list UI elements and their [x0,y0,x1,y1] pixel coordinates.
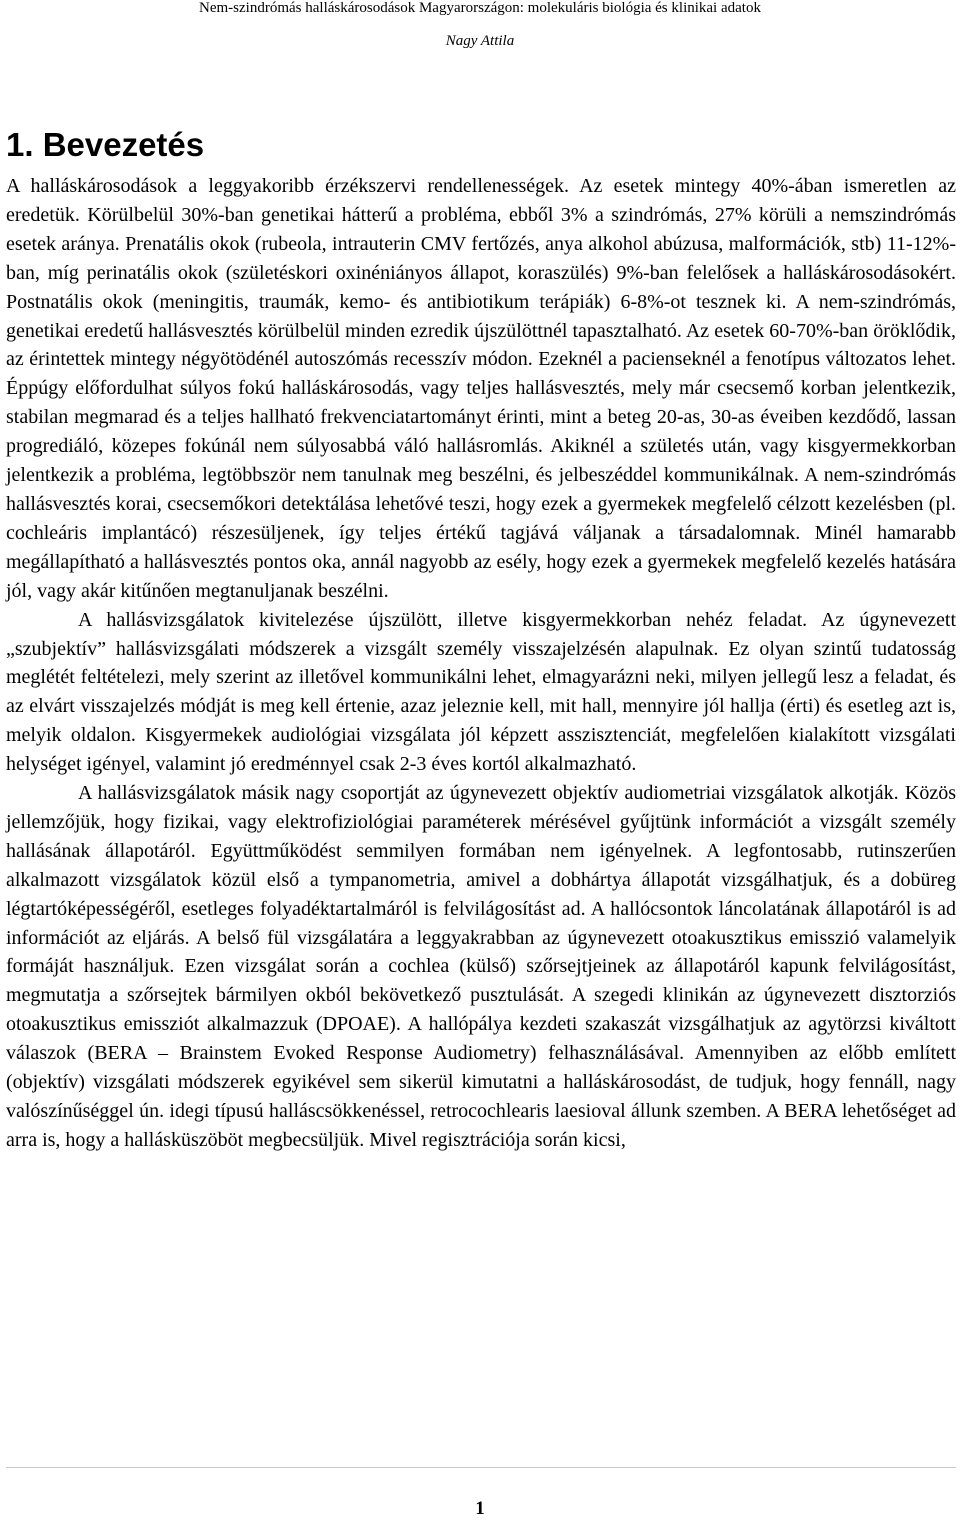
page-number: 1 [475,1498,485,1519]
running-header-author: Nagy Attila [445,33,515,49]
footer-divider [6,1467,956,1468]
paragraph-3: A hallásvizsgálatok másik nagy csoportját az úgynevezett objektív audiometriai vizsgálatok alkotják. Közös jellemzőjük, hogy fizikai, vagy elektrofiziológiai paraméterek mérésével gyűjtünk információt a vizsgált személy hallásának állapotáról. Együttműködést semmilyen formában nem igényelnek. A legfontosabb, rutinszerűen alkalmazott vizsgálatok közül első a tympanometria, amivel a dobhártya állapotát vizsgálhatjuk, és a dobüreg légtartóképességéről, esetleges folyadéktartalmáról is felvilágosítást ad. A hallócsontok láncolatának állapotáról is ad információt az eljárás. A belső fül vizsgálatára a leggyakrabban az úgynevezett otoakusztikus emisszió valamelyik formáját használjuk. Ezen vizsgálat során a cochlea (külső) szőrsejtjeinek az állapotáról kapunk felvilágosítást, megmutatja a szőrsejtek bármilyen okból bekövetkező pusztulását. A szegedi klinikán az úgynevezett disztorziós otoakusztikus emissziót alkalmazzuk (DPOAE). A hallópálya kezdeti szakaszát vizsgálhatjuk az agytörzsi kiváltott válaszok (BERA – Brainstem Evoked Response Audiometry) felhasználásával. Amennyiben az előbb említett (objektív) vizsgálati módszerek egyikével sem sikerül kimutatni a halláskárosodást, de tudjuk, hogy fennáll, nagy valószínűséggel ún. idegi típusú halláscsökkenéssel, retrocochlearis laesioval állunk szemben. A BERA lehetőséget ad arra is, hogy a hallásküszöböt megbecsüljük. Mivel regisztrációja során kicsi, [6,782,956,1151]
paragraph-2: A hallásvizsgálatok kivitelezése újszülött, illetve kisgyermekkorban nehéz feladat. Az úgynevezett „szubjektív” hallásvizsgálati módszerek a vizsgált személy visszajelzésén alapulnak. Ez olyan szintű tudatosság meglétét feltételezi, mely szerint az illetővel kommunikálni lehet, elmagyarázni neki, milyen jellegű lesz a feladat, és az elvárt visszajelzés módját is meg kell értenie, azaz jeleznie kell, mit hall, mennyire jól hallja (érti) és esetleg azt is, melyik oldalon. Kisgyermekek audiológiai vizsgálata jól képzett asszisztenciát, megfelelően kialakított vizsgálati helységet igényel, valamint jó eredménnyel csak 2-3 éves kortól alkalmazható. [6,608,956,776]
section-body [6,172,956,1155]
paragraph-1: A halláskárosodások a leggyakoribb érzékszervi rendellenességek. Az esetek mintegy 40%-ában ismeretlen az eredetük. Körülbelül 30%-ban genetikai hátterű a probléma, ebből 3% a szindrómás, 27% körüli a nemszindrómás esetek aránya. Prenatális okok (rubeola, intrauterin CMV fertőzés, anya alkohol abúzusa, malformációk, stb) 11-12%-ban, míg perinatális okok (születéskori oxinéniányos állapot, koraszülés) 9%-ban felelősek a halláskárosodásokért. Postnatális okok (meningitis, traumák, kemo- és antibiotikum terápiák) 6-8%-ot tesznek ki. A nem-szindrómás, genetikai eredetű hallásvesztés körülbelül minden ezredik újszülöttnél tapasztalható. Az esetek 60-70%-ban öröklődik, az érintettek mintegy négyötödénél autoszómás recesszív módon. Ezeknél a pacienseknél a fenotípus változatos lehet. Éppúgy előfordulhat súlyos fokú halláskárosodás, vagy teljes hallásvesztés, mely már csecsemő korban jelentkezik, stabilan megmarad és a teljes hallható frekvenciatartományt érinti, mint a beteg 20-as, 30-as éveiben kezdődő, lassan progrediáló, közepes fokúnál nem súlyosabbá váló hallásromlás. Akiknél a születés után, vagy kisgyermekkorban jelentkezik a probléma, legtöbbször nem tanulnak meg beszélni, és jelbeszéddel kommunikálnak. A nem-szindrómás hallásvesztés korai, csecsemőkori detektálása lehetővé teszi, hogy ezek a gyermekek megfelelő célzott kezelésben (pl. cochleáris implantácó) részesüljenek, így teljes értékű tagjává váljanak a társadalomnak. Minél hamarabb megállapítható a hallásvesztés pontos oka, annál nagyobb az esély, hogy ezek a gyermekek megfelelő kezelés hatására jól, vagy akár kitűnően megtanuljanak beszélni. [6,175,956,602]
section-heading: 1. Bevezetés [6,126,205,163]
running-header-title: Nem-szindrómás halláskárosodások Magyarországon: molekuláris biológia és klinikai adatok [199,0,761,16]
